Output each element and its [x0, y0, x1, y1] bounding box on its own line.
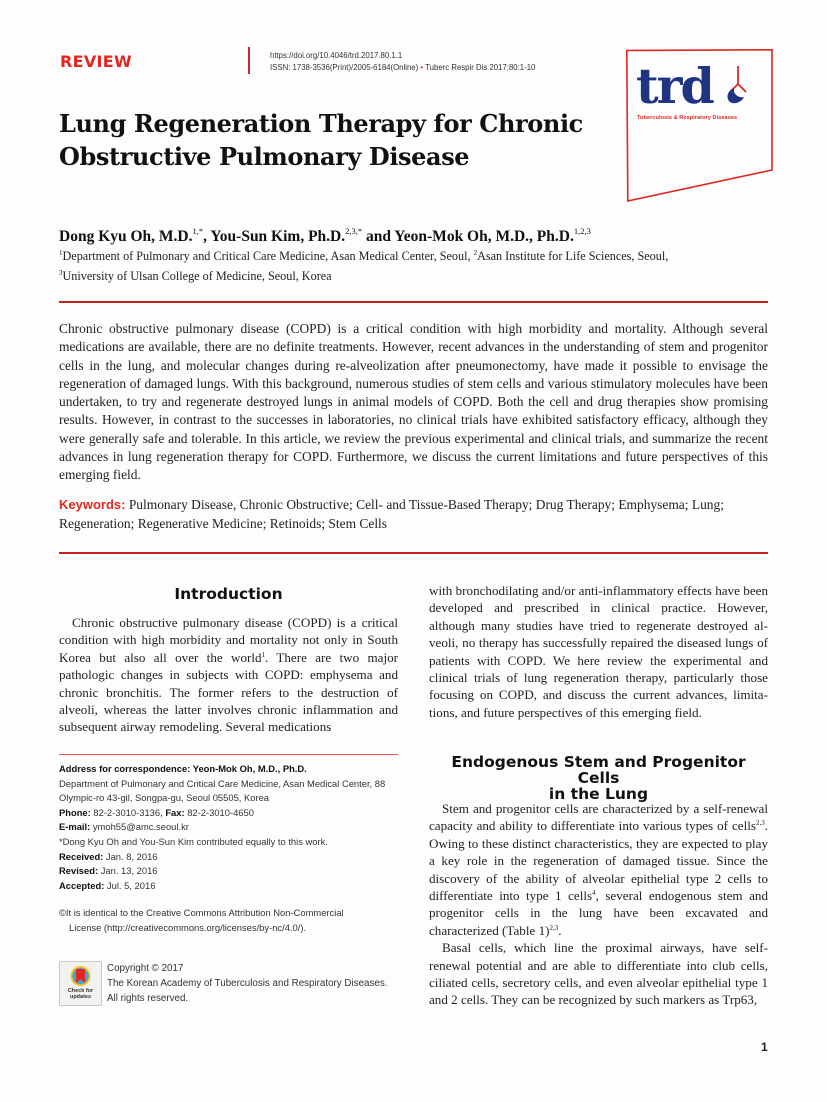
title-line-2: Obstructive Pulmonary Disease: [59, 142, 470, 171]
fax-label: Fax:: [165, 806, 185, 818]
endogenous-section-body: [429, 800, 768, 1009]
divider: [59, 754, 398, 755]
paragraph: with bronchodilating and/or anti-inflammatory effects have been developed and prescribed in clinical practice. However, although many studies have tried to regenerate destroyed alveoli, no therapy has successfully repaired the diseased lungs of patients with COPD. We here review the experimental and clinical trials of lung regeneration therapy, particularly those focusing on COPD, and discuss the current advances, limitations, and future perspectives of this emerging field.: [429, 583, 768, 720]
correspondence-block: [59, 762, 404, 893]
badge-line: updates: [69, 994, 92, 1000]
paragraph: [59, 614, 398, 736]
received-label: Received:: [59, 850, 104, 862]
title-line-1: Lung Regeneration Therapy for Chronic: [59, 109, 583, 138]
introduction-body-continued: [429, 582, 768, 721]
introduction-body: [59, 614, 398, 736]
divider: [59, 552, 768, 554]
revised-label: Revised:: [59, 865, 99, 877]
received-value: Jan. 8, 2016: [103, 850, 158, 862]
journal-logo-subtitle: Tuberculosis & Respiratory Diseases: [637, 115, 738, 121]
paragraph: Basal cells, which line the proximal airways, have self-renewal potential and are able to differentiate into club cells, ciliated cells, secretory cells, and even alveolar epithelial type 1 and 2 cells. They can be recognized by such markers as Trp63,: [429, 940, 768, 1008]
author-affiliation-ref: 2,3,*: [345, 226, 363, 236]
revised-value: Jan. 13, 2016: [98, 865, 158, 877]
abstract: Chronic obstructive pulmonary disease (COPD) is a critical condition with high morbidity and mortality. Although several medications are available, there are no definite treatments. However, recent advances in the understanding of stem and progenitor cells in the lung, and molecular changes during re-alveolization after pneumonectomy, have made it possible to envisage the regeneration of damaged lungs. With this background, numerous studies of stem cells and various stimulatory molecules have been undertaken, to try and regenerate destroyed lungs in animal models of COPD. Both the cell and drug therapies show promising results. However, in contrast to the successes in laboratories, no clinical trials have exhibited satisfactory efficacy, although they were generally safe and tolerable. In this article, we review the previous experimental and clinical trials, and summarize the recent advances in lung regeneration therapy for COPD. Furthermore, we discuss the current limitations and future perspectives of this emerging field.: [59, 321, 768, 483]
author-affiliation-ref: 1,2,3: [573, 226, 591, 236]
affiliation-number: 2: [473, 249, 478, 257]
issn-line: [270, 62, 535, 74]
citation-block: [270, 50, 535, 74]
accepted-value: Jul. 5, 2016: [104, 879, 156, 891]
accepted-label: Accepted:: [59, 879, 105, 891]
heading-line: in the Lung: [548, 785, 649, 803]
author-separator: and: [362, 228, 395, 245]
lung-icon: [726, 64, 756, 111]
license-link[interactable]: License (http://creativecommons.org/licenses/by-nc/4.0/).: [69, 921, 307, 933]
badge-label: [59, 988, 102, 1000]
phone-value: 82-2-3010-3136,: [90, 806, 166, 818]
received-date: [59, 850, 404, 865]
journal-logo-wordmark: trd: [636, 57, 713, 115]
article-title: [59, 107, 599, 173]
divider: [59, 301, 768, 303]
text: , several endogenous stem and progenitor cells in the lung have been excavated and characterized (Table 1): [429, 888, 768, 938]
citation-ref[interactable]: 1: [261, 650, 266, 659]
email-link[interactable]: ymoh55@amc.seoul.kr: [90, 821, 189, 833]
issn: ISSN: 1738-3536(Print)/2005-6184(Online): [270, 63, 419, 72]
equal-contribution-note: *Dong Kyu Oh and You-Sun Kim contributed equally to this work.: [59, 835, 328, 847]
affiliation-number: 3: [59, 269, 63, 277]
doi-link[interactable]: https://doi.org/10.4046/trd.2017.80.1.1: [270, 51, 403, 60]
badge-line: Check for: [67, 988, 94, 994]
affiliation-text: Asan Institute for Life Sciences, Seoul,: [477, 249, 669, 263]
page-number: 1: [761, 1040, 768, 1054]
keywords: [59, 496, 768, 533]
author-name: You-Sun Kim, Ph.D.: [210, 228, 346, 245]
email-label: E-mail:: [59, 821, 91, 833]
revised-date: [59, 864, 404, 879]
text: . There are two major pathologic changes in subjects with COPD: emphysema and chronic bronchitis. The former refers to the destruction of alveoli, whereas the latter involves chronic inflammation and subsequent airway remodeling. Several medications: [59, 649, 398, 735]
paragraph: [429, 800, 768, 939]
header-divider: [248, 47, 250, 74]
article-type-label: REVIEW: [60, 52, 132, 71]
copyright-notice: [107, 961, 407, 1007]
accepted-date: [59, 879, 404, 894]
contact-email: [59, 820, 404, 835]
section-heading-introduction: Introduction: [174, 585, 283, 603]
author-name: Yeon-Mok Oh, M.D., Ph.D.: [394, 228, 574, 245]
separator-dot: •: [420, 63, 424, 72]
author-separator: ,: [203, 228, 211, 245]
affiliation-number: 1: [59, 249, 63, 257]
fax-value: 82-2-3010-4650: [184, 806, 254, 818]
text: Stem and progenitor cells are characterized by a self-renewal capacity and ability to differentiate into various types of cells: [429, 801, 768, 834]
keywords-label: Keywords:: [59, 497, 126, 512]
correspondence-label: Address for correspondence: Yeon-Mok Oh, M.D., Ph.D.: [59, 763, 307, 774]
license-notice: [59, 906, 404, 935]
author-affiliation-ref: 1,*: [192, 226, 204, 236]
contact-phone-fax: [59, 806, 404, 821]
citation-ref[interactable]: 4: [592, 889, 596, 898]
text: . Owing to these distinct characteristics, they are expected to play a key role in the regeneration of damaged tissue. Since the discovery of the ability of alveolar epithelial type 2 cells to differentiate into type 1 cells: [429, 818, 768, 904]
copyright-line: The Korean Academy of Tuberculosis and Respiratory Diseases.: [107, 978, 388, 990]
journal-citation: Tuberc Respir Dis 2017;80:1-10: [425, 63, 536, 72]
citation-ref[interactable]: 2,3: [549, 923, 559, 932]
copyright-line: All rights reserved.: [107, 993, 189, 1005]
correspondence-address: Department of Pulmonary and Critical Care Medicine, Asan Medical Center, 88 Olympic-ro 43-gil, Songpa-gu, Seoul 05505, Korea: [59, 777, 386, 804]
heading-line: Endogenous Stem and Progenitor Cells: [451, 753, 746, 787]
keywords-list: Pulmonary Disease, Chronic Obstructive; Cell- and Tissue-Based Therapy; Drug Therapy; Emphysema; Lung; Regeneration; Regenerative Medicine; Retinoids; Stem Cells: [59, 497, 724, 531]
affiliations: [59, 245, 779, 285]
affiliation-text: University of Ulsan College of Medicine, Seoul, Korea: [62, 269, 332, 283]
citation-ref[interactable]: 2,3: [755, 819, 765, 828]
author-list: [59, 226, 591, 246]
affiliation-text: Department of Pulmonary and Critical Care Medicine, Asan Medical Center, Seoul,: [62, 249, 474, 263]
phone-label: Phone:: [59, 806, 91, 818]
author-name: Dong Kyu Oh, M.D.: [59, 228, 193, 245]
text: .: [558, 922, 562, 938]
text: Chronic obstructive pulmonary disease (COPD) is a critical condition with high morbidity and mortality not only in South Korea but also all over the world: [59, 615, 398, 665]
license-line: ©It is identical to the Creative Commons Attribution Non-Commercial: [59, 907, 344, 918]
copyright-line: Copyright © 2017: [107, 963, 184, 974]
section-heading-endogenous-stem-cells: [429, 754, 768, 802]
